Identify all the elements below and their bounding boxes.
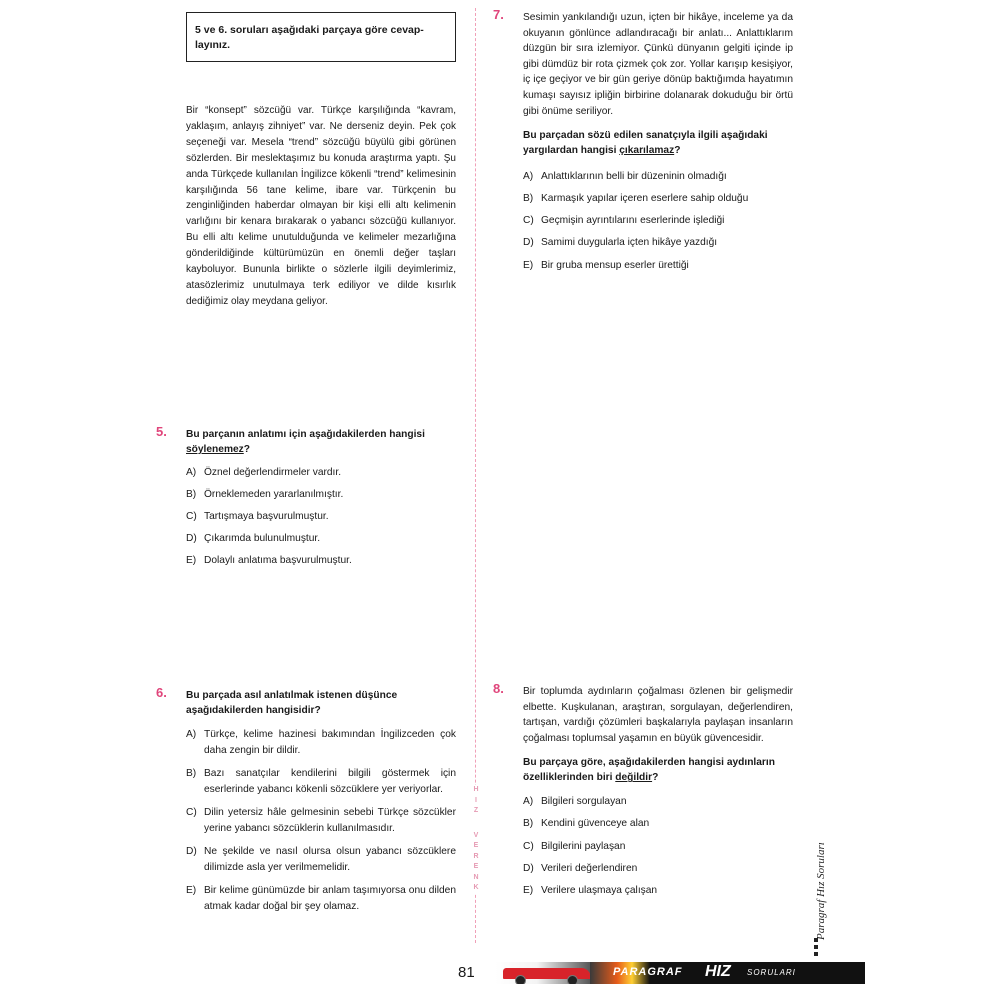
question-7-passage: Sesimin yankılandığı uzun, içten bir hikâye, inceleme ya da okuyanın gönlünce adlandıracağı bir anlatı... Anlattıklarım düzgün bir sıra izlemiyor. Çünkü dünyanın gelgiti içinde ip gibi dümdüz bir rota çizmek çok zor. Yollar karışıp kesişiyor, iç içe geçiyor ve bir gün geriye dönüp baktığımda hayatımın kumaşı sayısız ipliğin birbirine dolanarak dokuduğu bir örtü gibi önüme seriliyor. <box>523 12 793 117</box>
option-text: Çıkarımda bulunulmuştur. <box>204 533 321 545</box>
option-text: Türkçe, kelime hazinesi bakımından İngilizceden çok daha zengin bir dildir. <box>204 729 456 756</box>
reading-passage <box>186 103 456 310</box>
brand-letter: V <box>473 831 479 839</box>
brand-letter: E <box>473 842 479 849</box>
option-text: Öznel değerlendirmeler vardır. <box>204 467 342 478</box>
q6-option-e[interactable] <box>186 883 456 914</box>
option-letter: B) <box>523 193 534 205</box>
option-text: Karmaşık yapılar içeren eserlere sahip olduğu <box>541 193 749 205</box>
question-5-stem <box>186 427 456 457</box>
question-8-passage: Bir toplumda aydınların çoğalması özlenen bir gelişmedir elbette. Kuşkulanan, araştıran, sorgulayan, değerlendiren, tartışan, vardığı çözümleri başkalarıyla paylaşan insanların çoğalması toplumsal yaşamın en büyük güvencesidir. <box>523 686 793 744</box>
brand-letter: K <box>473 884 479 891</box>
option-text: Bazı sanatçılar kendilerini bilgili göstermek için eserlerinde yabancı kökenli sözcüklere yer veriyorlar. <box>204 768 456 795</box>
brand-letter: E <box>473 863 479 870</box>
brand-letter: H <box>473 786 479 793</box>
option-letter: E) <box>523 884 534 896</box>
question-5 <box>156 424 456 569</box>
q7-option-e[interactable] <box>523 259 793 274</box>
q7-option-c[interactable] <box>523 214 793 229</box>
q7-option-b[interactable] <box>523 192 793 207</box>
option-letter: D) <box>523 862 534 874</box>
brand-letter: N <box>473 873 479 881</box>
q8-option-d[interactable] <box>523 862 793 877</box>
side-book-title: Paragraf Hız Soruları <box>815 842 827 940</box>
q5-option-a[interactable] <box>186 466 456 481</box>
question-7 <box>493 7 793 273</box>
q8-option-c[interactable] <box>523 840 793 855</box>
option-letter: B) <box>523 818 534 830</box>
question-8-stem <box>523 755 793 785</box>
q7-option-a[interactable] <box>523 170 793 185</box>
question-6-options <box>186 727 456 914</box>
option-letter: A) <box>186 467 197 478</box>
question-7-emphasis: çıkarılamaz <box>619 145 675 157</box>
option-text: Dolaylı anlatıma başvurulmuştur. <box>204 555 352 567</box>
option-text: Bilgilerini paylaşan <box>541 840 626 852</box>
question-7-options <box>523 170 793 273</box>
option-text: Tartışmaya başvurulmuştur. <box>204 511 329 523</box>
option-letter: D) <box>523 237 534 249</box>
question-5-number: 5. <box>156 424 167 439</box>
q6-option-a[interactable] <box>186 727 456 758</box>
option-letter: B) <box>186 489 197 501</box>
option-letter: B) <box>186 768 197 779</box>
footer-banner <box>495 962 865 984</box>
question-5-options <box>186 466 456 569</box>
q5-option-b[interactable] <box>186 488 456 503</box>
question-5-text: Bu parçanın anlatımı için aşağıdakilerden hangisi <box>186 429 425 440</box>
question-8-emphasis: değildir <box>615 772 653 784</box>
q6-option-d[interactable] <box>186 844 456 875</box>
question-8 <box>493 681 793 898</box>
car-wheel-icon <box>515 975 526 984</box>
option-letter: A) <box>523 796 534 808</box>
passage-text: Bir “konsept” sözcüğü var. Türkçe karşılığında “kavram, yaklaşım, anlayış zihniyet” var. Ne derseniz deyin. Pek çok seçeneği var. Mesela “trend” sözcüğü büyülü gibi görünen sözlerden. Bir meslektaşımız bu konuda araştırma yaptı. Şu anda Türkçede kullanılan İngilizce kökenli “trend” kelimesinin karşılığında 56 tane kelime, ibare var. Türkçenin bu zenginliğinden haberdar olmayan bir kişi elli altı kelimenin varlığını bir kenara bırakarak o yabancı sözcüğü kullanıyor. Bu elli altı kelime unutulduğunda ve kelimeler mezarlığına gönderildiğinde kültürümüzün en önemli değer taşları kayboluyor. Bununla birlikte o sözlerle ilgili deyimlerimiz, atasözlerimiz unutulmaya terk ediliyor ve dilde kısırlık dediğimiz olay meydana geliyor. <box>186 105 456 307</box>
q8-option-a[interactable] <box>523 795 793 810</box>
option-letter: A) <box>523 171 534 183</box>
option-letter: A) <box>186 729 197 740</box>
q5-option-d[interactable] <box>186 532 456 547</box>
option-letter: D) <box>186 533 197 545</box>
q7-option-d[interactable] <box>523 236 793 251</box>
q6-option-c[interactable] <box>186 805 456 836</box>
question-8-suffix: ? <box>652 772 659 784</box>
option-letter: D) <box>186 846 197 857</box>
banner-word-paragraf: PARAGRAF <box>613 966 683 978</box>
option-letter: E) <box>186 555 197 567</box>
question-8-number: 8. <box>493 681 504 696</box>
q5-option-c[interactable] <box>186 510 456 525</box>
banner-word-hiz: HIZ <box>705 963 731 980</box>
question-5-emphasis: söylenemez <box>186 444 244 455</box>
question-8-options <box>523 795 793 898</box>
q8-option-e[interactable] <box>523 884 793 899</box>
question-7-suffix: ? <box>674 145 681 157</box>
option-letter: C) <box>186 807 197 818</box>
instruction-box <box>186 12 456 62</box>
side-brand-vertical <box>468 785 484 894</box>
side-marker-dots <box>814 938 819 962</box>
car-graphic <box>495 962 600 984</box>
option-text: Dilin yetersiz hâle gelmesinin sebebi Türkçe sözcükler yerine yabancı sözcüklerin kullanılmasıdır. <box>204 807 456 834</box>
brand-letter: Z <box>473 807 479 814</box>
question-6-number: 6. <box>156 685 167 700</box>
option-text: Kendini güvenceye alan <box>541 818 650 830</box>
brand-letter: I <box>475 796 477 804</box>
option-letter: E) <box>186 885 197 896</box>
option-text: Anlattıklarının belli bir düzeninin olmadığı <box>541 171 727 183</box>
option-text: Örneklemeden yararlanılmıştır. <box>204 489 344 501</box>
option-text: Bir kelime günümüzde bir anlam taşımıyorsa onu dilden atmak kadar doğal bir şey olamaz. <box>204 885 456 912</box>
question-7-number: 7. <box>493 7 504 22</box>
question-7-text: Bu parçadan sözü edilen sanatçıyla ilgili aşağıdaki yargılardan hangisi <box>523 130 768 157</box>
brand-letter: R <box>473 852 479 860</box>
option-text: Ne şekilde ve nasıl olursa olsun yabancı sözcüklere dilimizde asla yer verilmemelidir. <box>204 846 456 873</box>
option-letter: E) <box>523 259 534 271</box>
option-letter: C) <box>523 840 534 852</box>
question-6-stem: Bu parçada asıl anlatılmak istenen düşünce aşağıdakilerden hangisidir? <box>186 690 398 716</box>
option-letter: C) <box>186 511 197 523</box>
option-letter: C) <box>523 215 534 227</box>
car-wheel-icon <box>567 975 578 984</box>
question-5-suffix: ? <box>243 444 250 455</box>
option-text: Bilgileri sorgulayan <box>541 796 627 808</box>
option-text: Verilere ulaşmaya çalışan <box>541 884 658 896</box>
q5-option-e[interactable] <box>186 554 456 569</box>
question-7-stem <box>523 128 793 158</box>
page-number: 81 <box>458 964 475 981</box>
question-8-text: Bu parçaya göre, aşağıdakilerden hangisi aydınların özelliklerinden biri <box>523 757 775 784</box>
instruction-line-2: layınız. <box>195 39 231 51</box>
banner-word-sorulari: SORULARI <box>747 968 796 977</box>
option-text: Geçmişin ayrıntılarını eserlerinde işlediği <box>541 215 725 227</box>
instruction-line-1: 5 ve 6. soruları aşağıdaki parçaya göre cevap- <box>195 24 424 36</box>
q6-option-b[interactable] <box>186 766 456 797</box>
option-text: Samimi duygularla içten hikâye yazdığı <box>541 237 718 249</box>
option-text: Bir gruba mensup eserler ürettiği <box>541 259 689 271</box>
question-6 <box>156 685 456 914</box>
option-text: Verileri değerlendiren <box>541 862 638 874</box>
q8-option-b[interactable] <box>523 817 793 832</box>
